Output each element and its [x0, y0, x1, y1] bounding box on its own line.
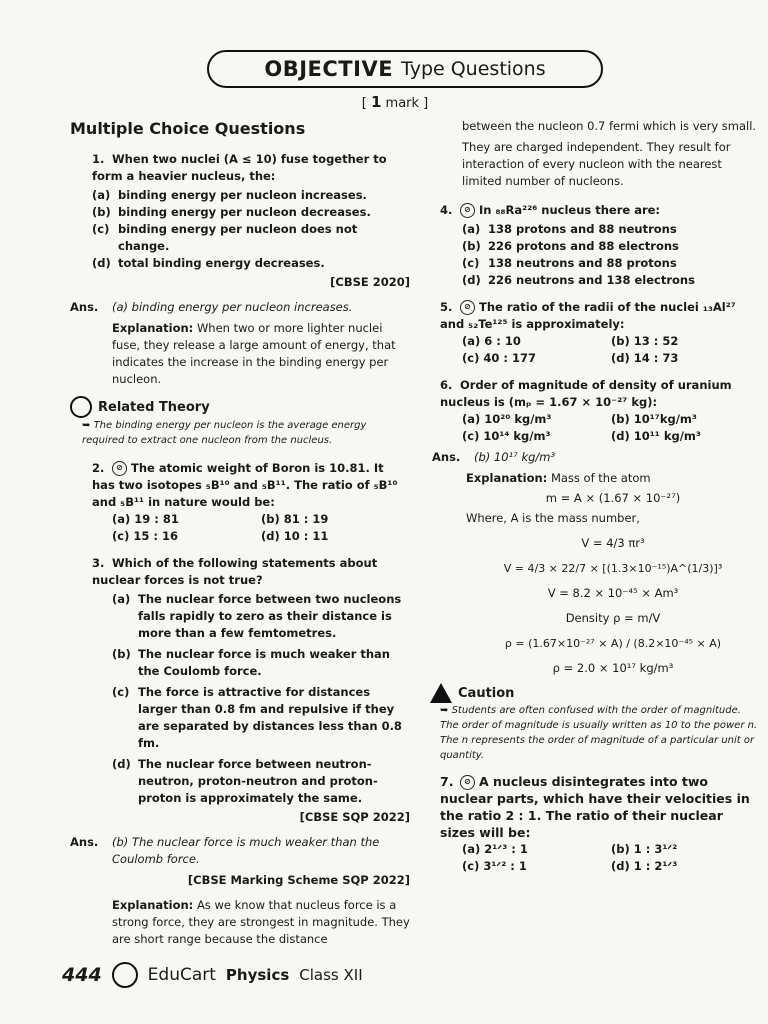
question-1: 1. When two nuclei (A ≤ 10) fuse together to form a heavier nucleus, the: (a) binding energy per nucleon increases. (b) binding energy per nucleon decreases. (c) binding energy per nucleon does not change. (d) total binding energy decreases. [CBSE 2020] — [92, 152, 410, 289]
question-2: 2. ⊘ The atomic weight of Boron is 10.81. It has two isotopes ₅B¹⁰ and ₅B¹¹. The ratio of ₅B¹⁰ and ₅B¹¹ in nature would be: (a) 19 : 81 (b) 81 : 19 (c) 15 : 16 (d) 10 : 11 — [92, 461, 398, 543]
right-column — [432, 118, 760, 875]
source-tag-2: [CBSE Marking Scheme SQP 2022] — [187, 873, 410, 887]
section-title: Multiple Choice Questions — [70, 119, 306, 138]
question-5: 5. ⊘ The ratio of the radii of the nuclei ₁₃Al²⁷ and ₅₂Te¹²⁵ is approximately: (a) 6 : 10 (b) 13 : 52 (c) 40 : 177 (d) 14 : 73 — [440, 300, 736, 365]
explanation-6: Explanation: Mass of the atom m = A × (1.67 × 10⁻²⁷) Where, A is the mass number, V = 4/3 πr³ V = 4/3 × 22/7 × [(1.3×10⁻¹⁵)A^(1/3)]³ V = 8.2 × 10⁻⁴⁵ × Am³ Density ρ = m/V ρ = (1.67×10⁻²⁷ × A) / (8.2×10⁻⁴⁵ × A) ρ = 2.0 × 10¹⁷ kg/m³ — [466, 471, 723, 675]
page-number: 444 — [62, 964, 102, 986]
subject-label: Physics — [225, 966, 290, 984]
explanation-3: Explanation: As we know that nucleus force is a strong force, they are strongest in magnitude. They are short range because the distance — [112, 898, 410, 946]
related-theory-body: ➥ The binding energy per nucleon is the average energy required to extract one nucleon from the nucleus. — [82, 420, 367, 446]
answer-1: Ans. (a) binding energy per nucleon increases. — [70, 300, 353, 314]
lightbulb-icon — [112, 962, 138, 988]
question-3: 3. Which of the following statements about nuclear forces is not true? (a) The nuclear force between two nucleons falls rapidly to zero as their distance is more than a few femtometres. (b) The nuclear force is much weaker than the Coulomb force. (c) The force is attractive for distances larger than 0.8 fm and repulsive if they are separated by distances less than 0.8 fm. (d) The nuclear force between neutron-neutron, proton-neutron and proton-proton is approximately the same. [CBSE SQP 2022] — [92, 556, 410, 824]
explanation-1: Explanation: When two or more lighter nuclei fuse, they release a large amount of energy, that indicates the increase in the binding energy per nucleon. — [112, 321, 396, 386]
source-tag: [CBSE SQP 2022] — [299, 810, 410, 824]
continued-text: between the nucleon 0.7 fermi which is very small. They are charged independent. They result for interaction of every nucleon with the nearest limited number of nucleons. — [462, 119, 757, 188]
warning-icon — [430, 683, 452, 703]
revision-icon: ⊘ — [460, 300, 475, 315]
caution-title: Caution — [430, 683, 760, 703]
banner-bold: OBJECTIVE — [264, 57, 394, 81]
question-4: 4. ⊘ In ₈₈Ra²²⁶ nucleus there are: (a) 138 protons and 88 neutrons (b) 226 protons and 88 electrons (c) 138 neutrons and 88 protons (d) 226 neutrons and 138 electrons — [440, 203, 695, 287]
related-theory-title: Related Theory — [70, 396, 410, 418]
revision-icon: ⊘ — [460, 775, 475, 790]
answer-3: Ans. (b) The nuclear force is much weaker than the Coulomb force. — [70, 835, 380, 866]
brain-icon — [70, 396, 92, 418]
revision-icon: ⊘ — [460, 203, 475, 218]
question-7: 7. ⊘ A nucleus disintegrates into two nuclear parts, which have their velocities in the ratio 2 : 1. The ratio of their nuclear sizes will be: (a) 2¹ᐟ³ : 1 (b) 1 : 3¹ᐟ² (c) 3¹ᐟ² : 1 (d) 1 : 2¹ᐟ³ — [440, 774, 750, 873]
question-6: 6. Order of magnitude of density of uranium nucleus is (mₚ = 1.67 × 10⁻²⁷ kg): (a) 10²⁰ kg/m³ (b) 10¹⁷kg/m³ (c) 10¹⁴ kg/m³ (d) 10¹¹ kg/m³ — [440, 378, 732, 443]
caution-body: ➥ Students are often confused with the order of magnitude. The order of magnitude is usually written as 10 to the power n. The n represents the order of magnitude of a particular unit or quantity. — [440, 705, 758, 761]
banner-rest: Type Questions — [401, 58, 546, 80]
source-tag: [CBSE 2020] — [330, 275, 410, 289]
answer-6: Ans. (b) 10¹⁷ kg/m³ — [432, 450, 556, 464]
brand-logo: EduCart — [147, 965, 216, 985]
section-banner — [207, 50, 603, 88]
page-footer — [62, 962, 363, 988]
class-label: Class XII — [299, 966, 363, 984]
left-column — [70, 120, 410, 954]
marks-label: [ 1 mark ] — [361, 93, 429, 111]
revision-icon: ⊘ — [112, 461, 127, 476]
